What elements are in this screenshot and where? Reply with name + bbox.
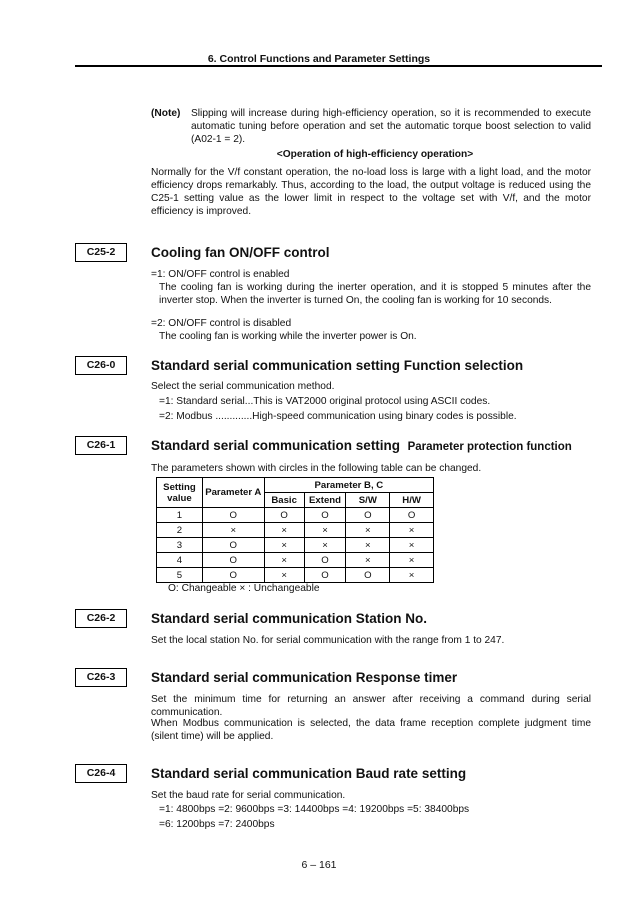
col-parameter-bc: Parameter B, C (264, 478, 433, 493)
table-legend: O: Changeable × : Unchangeable (168, 583, 320, 594)
cell-value: 5 (176, 569, 183, 581)
cell-sw (346, 523, 390, 538)
cell-a (202, 508, 264, 523)
table-row (157, 553, 434, 568)
cell-setting (157, 553, 203, 568)
col-hw: H/W (390, 493, 434, 508)
c26-4-intro: Set the baud rate for serial communication. (151, 790, 346, 801)
col-parameter-a: Parameter A (202, 478, 264, 508)
cell-setting (157, 538, 203, 553)
cell-setting (157, 568, 203, 583)
cell-value: O (280, 509, 288, 521)
c25-2-option-1: =1: ON/OFF control is enabled (151, 269, 290, 280)
cell-value: × (408, 569, 415, 581)
cell-sw (346, 553, 390, 568)
c26-0-intro: Select the serial communication method. (151, 381, 335, 392)
cell-value: O (229, 509, 238, 521)
c26-0-option-2: =2: Modbus .............High-speed communication using binary codes is possible. (159, 411, 517, 422)
cell-value: 2 (176, 524, 183, 536)
cell-value: O (229, 539, 238, 551)
c26-1-intro: The parameters shown with circles in the following table can be changed. (151, 463, 482, 474)
col-sw: S/W (346, 493, 390, 508)
cell-value: × (281, 539, 287, 551)
cell-value: × (408, 524, 415, 536)
c26-4-line-2: =6: 1200bps =7: 2400bps (159, 819, 275, 830)
c26-3-text-1: Set the minimum time for returning an answer after receiving a command during serial communication. (151, 694, 591, 718)
note-subheading: <Operation of high-efficiency operation> (276, 149, 474, 160)
code-c26-0: C26-0 (75, 356, 127, 375)
cell-value: 3 (176, 539, 183, 551)
cell-value: O (364, 509, 372, 521)
cell-value: × (365, 539, 371, 551)
heading-c26-3: Standard serial communication Response timer (151, 670, 458, 685)
heading-c26-1 (151, 437, 572, 456)
cell-extend (304, 523, 346, 538)
cell-value: O (321, 509, 329, 521)
table-body (157, 508, 434, 583)
page-number: 6 – 161 (301, 859, 337, 871)
note-text: Slipping will increase during high-efficiency operation, so it is recommended to execute automatic tuning before operation and set the automatic torque boost selection to valid (A02-1 = 2). (191, 108, 591, 145)
c26-4-line-1: =1: 4800bps =2: 9600bps =3: 14400bps =4: 19200bps =5: 38400bps (159, 804, 470, 815)
cell-setting (157, 508, 203, 523)
c26-0-option-1: =1: Standard serial...This is VAT2000 original protocol using ASCII codes. (159, 396, 491, 407)
cell-value: × (281, 569, 287, 581)
cell-extend (304, 553, 346, 568)
cell-basic (264, 553, 304, 568)
cell-value: × (281, 554, 287, 566)
heading-c26-1-main: Standard serial communication setting (151, 438, 401, 453)
cell-extend (304, 538, 346, 553)
cell-hw (390, 523, 434, 538)
note-block (151, 107, 591, 146)
cell-setting (157, 523, 203, 538)
cell-value: × (322, 539, 328, 551)
cell-basic (264, 508, 304, 523)
cell-hw (390, 553, 434, 568)
header-rule (75, 65, 602, 67)
page-header: 6. Control Functions and Parameter Settings (207, 53, 431, 65)
cell-value: O (364, 569, 372, 581)
table-row (157, 523, 434, 538)
cell-a (202, 538, 264, 553)
col-setting-value: Setting value (157, 478, 203, 508)
c25-2-option-2: =2: ON/OFF control is disabled (151, 318, 292, 329)
cell-value: 4 (176, 554, 183, 566)
code-c26-1: C26-1 (75, 436, 127, 455)
cell-value: O (229, 569, 238, 581)
cell-extend (304, 508, 346, 523)
cell-basic (264, 523, 304, 538)
cell-value: O (229, 554, 238, 566)
cell-value: × (408, 539, 415, 551)
note-label: (Note) (151, 108, 181, 119)
cell-value: 1 (176, 509, 183, 521)
code-c26-4: C26-4 (75, 764, 127, 783)
cell-value: × (322, 524, 328, 536)
cell-value: O (407, 509, 416, 521)
cell-hw (390, 508, 434, 523)
col-basic: Basic (264, 493, 304, 508)
heading-c25-2: Cooling fan ON/OFF control (151, 245, 330, 260)
cell-value: × (230, 524, 237, 536)
heading-c26-1-sub: Parameter protection function (407, 441, 572, 453)
cell-hw (390, 538, 434, 553)
cell-sw (346, 568, 390, 583)
table-row (157, 538, 434, 553)
cell-value: × (281, 524, 287, 536)
cell-value: O (321, 569, 329, 581)
cell-value: × (365, 554, 371, 566)
cell-basic (264, 538, 304, 553)
c25-2-option-2-desc: The cooling fan is working while the inverter power is On. (159, 331, 417, 342)
code-c25-2: C25-2 (75, 243, 127, 262)
code-c26-2: C26-2 (75, 609, 127, 628)
cell-a (202, 568, 264, 583)
cell-value: × (408, 554, 415, 566)
cell-basic (264, 568, 304, 583)
table-row (157, 568, 434, 583)
cell-a (202, 553, 264, 568)
heading-c26-4: Standard serial communication Baud rate setting (151, 766, 467, 781)
cell-hw (390, 568, 434, 583)
c26-2-text: Set the local station No. for serial communication with the range from 1 to 247. (151, 635, 505, 646)
c26-3-text-2: When Modbus communication is selected, the data frame reception complete judgment time (silent time) will be applied. (151, 718, 591, 742)
cell-a (202, 523, 264, 538)
cell-sw (346, 538, 390, 553)
code-c26-3: C26-3 (75, 668, 127, 687)
cell-value: O (321, 554, 329, 566)
cell-value: × (365, 524, 371, 536)
heading-c26-0: Standard serial communication setting Function selection (151, 358, 524, 373)
c25-2-option-1-desc: The cooling fan is working during the inerter operation, and it is stopped 5 minutes after the inverter stop. When the inverter is turned On, the cooling fan is working for 10 seconds. (159, 282, 591, 306)
note-paragraph: Normally for the V/f constant operation, the no-load loss is large with a light load, and the motor efficiency drops remarkably. Thus, according to the load, the output voltage is reduced using the C25-1 setting value as the lower limit in respect to the voltage set with V/f, and the motor efficiency is improved. (151, 167, 591, 217)
table-row (157, 508, 434, 523)
col-extend: Extend (304, 493, 346, 508)
heading-c26-2: Standard serial communication Station No. (151, 611, 428, 626)
parameter-protection-table (156, 477, 434, 583)
cell-extend (304, 568, 346, 583)
cell-sw (346, 508, 390, 523)
